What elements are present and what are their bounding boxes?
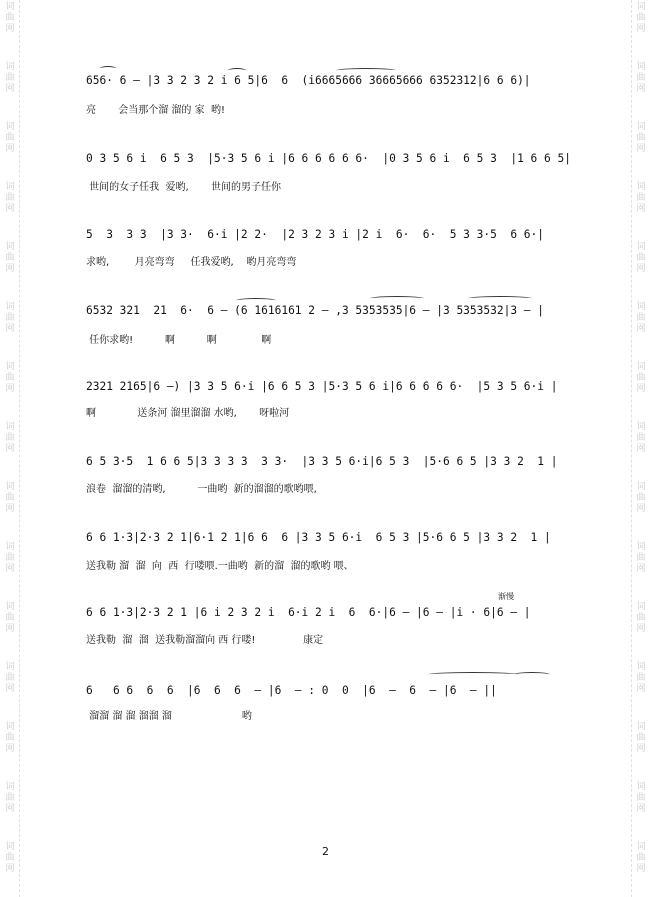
watermark-text: 词 曲 网 [636,362,646,394]
notation-line-2: 0 3 5 6 i 6 5 3 |5·3 5 6 i |6 6 6 6 6 6· |0 3 5 6 i 6 5 3 |1 6 6 5| [86,152,571,165]
watermark-text: 词 曲 网 [636,242,646,274]
watermark-text: 词 曲 网 [636,602,646,634]
lyric-line-5: 啊 送条河 溜里溜溜 水哟, 呀啦河 [86,408,290,419]
watermark-text: 词 曲 网 [5,542,15,574]
watermark-text: 词 曲 网 [636,842,646,874]
slur [228,68,246,73]
watermark-text: 词 曲 网 [636,182,646,214]
watermark-text: 词 曲 网 [636,2,646,34]
watermark-text: 词 曲 网 [5,302,15,334]
slur [428,672,518,677]
margin-rule-left [19,0,20,897]
watermark-text: 词 曲 网 [5,242,15,274]
notation-line-6: 6 5 3·5 1 6 6 5|3 3 3 3 3 3· |3 3 5 6·i|6 5 3 |5·6 6 5 |3 3 2 1 | [86,455,558,468]
watermark-text: 词 曲 网 [636,722,646,754]
watermark-text: 词 曲 网 [5,422,15,454]
watermark-left [2,0,18,897]
slur [336,68,396,73]
watermark-text: 词 曲 网 [5,182,15,214]
watermark-text: 词 曲 网 [636,62,646,94]
watermark-text: 词 曲 网 [5,362,15,394]
watermark-text: 词 曲 网 [636,422,646,454]
watermark-text: 词 曲 网 [5,62,15,94]
slur [236,298,276,303]
notation-line-5: 2321 2165|6 –) |3 3 5 6·i |6 6 5 3 |5·3 5 6 i|6 6 6 6 6· |5 3 5 6·i | [86,380,558,393]
lyric-line-1: 亮 会当那个溜 溜的 家 哟! [86,105,225,116]
watermark-text: 词 曲 网 [5,842,15,874]
notation-line-4: 6532 321 21 6· 6 – (6 1616161 2 – ,3 5353535|6 – |3 5353532|3 – | [86,304,545,317]
notation-line-1: 656· 6 – |3 3 2 3 2 i 6 5|6 6 (i6665666 36665666 6352312|6 6 6)| [86,74,531,87]
watermark-text: 词 曲 网 [636,542,646,574]
watermark-text: 词 曲 网 [5,2,15,34]
watermark-text: 词 曲 网 [636,482,646,514]
notation-line-9: 6 6 6 6 6 |6 6 6 – |6 – : 0 0 |6 – 6 – |6 – || [86,684,497,697]
slur [370,296,424,301]
lyric-line-8: 送我勒 溜 溜 送我勒溜溜向 西 行喽! 康定 [86,635,324,646]
watermark-text: 词 曲 网 [5,662,15,694]
lyric-line-3: 求哟, 月亮弯弯 任我爱哟, 哟月亮弯弯 [86,257,297,268]
watermark-text: 词 曲 网 [5,122,15,154]
page-number: 2 [322,845,329,858]
watermark-text: 词 曲 网 [636,302,646,334]
notation-line-8: 6 6 1·3|2·3 2 1 |6 i 2 3 2 i 6·i 2 i 6 6·|6 – |6 – |i · 6|6 – | [86,606,531,619]
slur [514,672,550,677]
lyric-line-9: 溜溜 溜 溜 溜溜 溜 哟 [86,711,252,722]
margin-rule-right [631,0,632,897]
notation-line-3: 5 3 3 3 |3 3· 6·i |2 2· |2 3 2 3 i |2 i 6· 6· 5 3 3·5 6 6·| [86,228,545,241]
watermark-text: 词 曲 网 [5,482,15,514]
watermark-text: 词 曲 网 [636,782,646,814]
lyric-line-2: 世间的女子任我 爱哟, 世间的男子任你 [86,182,281,193]
lyric-line-7: 送我勒 溜 溜 向 西 行喽喂.一曲哟 新的溜 溜的歌哟 喂、 [86,561,354,572]
slur [468,296,532,301]
watermark-text: 词 曲 网 [636,122,646,154]
watermark-text: 词 曲 网 [636,662,646,694]
slur [100,66,116,71]
watermark-right [633,0,649,897]
lyric-line-6: 浪卷 溜溜的清哟, 一曲哟 新的溜溜的歌哟喂, [86,484,317,495]
tempo-annotation: 渐慢 [498,592,514,601]
notation-line-7: 6 6 1·3|2·3 2 1|6·1 2 1|6 6 6 |3 3 5 6·i 6 5 3 |5·6 6 5 |3 3 2 1 | [86,531,551,544]
watermark-text: 词 曲 网 [5,782,15,814]
lyric-line-4: 任你求哟! 啊 啊 啊 [86,335,272,346]
watermark-text: 词 曲 网 [5,602,15,634]
watermark-text: 词 曲 网 [5,722,15,754]
